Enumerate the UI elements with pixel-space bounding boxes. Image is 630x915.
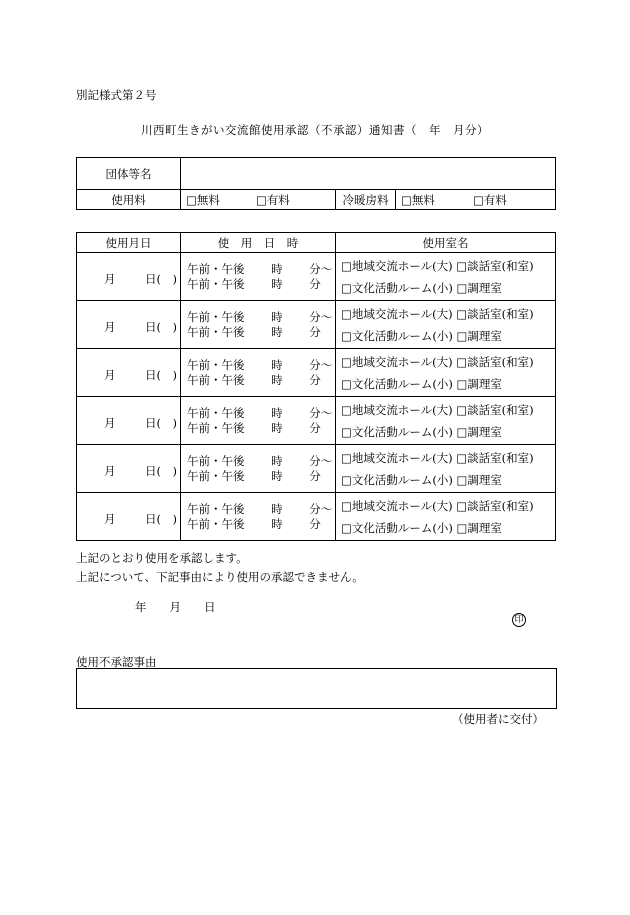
room-options-2: □文化活動ルーム(小) □調理室 [341, 280, 502, 295]
time-cell[interactable] [181, 301, 336, 349]
footer-note: （使用者に交付） [452, 712, 544, 726]
month-text: 月 [104, 272, 116, 286]
time-end: 午前・午後 時 分 [187, 420, 321, 435]
reason-field[interactable] [76, 668, 557, 709]
form-id: 別記様式第２号 [76, 88, 157, 102]
time-start: 午前・午後 時 分～ [187, 453, 333, 468]
room-options-2: □文化活動ルーム(小) □調理室 [341, 376, 502, 391]
time-start: 午前・午後 時 分～ [187, 357, 333, 372]
time-cell[interactable] [181, 253, 336, 301]
heating-fee-options [396, 190, 556, 210]
seal-icon: 印 [512, 613, 526, 627]
table-row [77, 397, 556, 445]
time-start: 午前・午後 時 分～ [187, 309, 333, 324]
room-options-1: □地域交流ホール(大) □談話室(和室) [341, 498, 534, 513]
table-row [77, 493, 556, 541]
room-options-2: □文化活動ルーム(小) □調理室 [341, 424, 502, 439]
time-end: 午前・午後 時 分 [187, 468, 321, 483]
time-end: 午前・午後 時 分 [187, 516, 321, 531]
usage-fee-options [181, 190, 336, 210]
reason-label: 使用不承認事由 [76, 655, 157, 669]
date-cell[interactable] [77, 349, 181, 397]
room-options-2: □文化活動ルーム(小) □調理室 [341, 520, 502, 535]
month-text: 月 [104, 368, 116, 382]
time-end: 午前・午後 時 分 [187, 372, 321, 387]
fee-free-checkbox[interactable]: □無料 [186, 192, 220, 207]
usage-fee-label: 使用料 [77, 190, 181, 210]
room-cell[interactable] [336, 493, 556, 541]
heating-paid-checkbox[interactable]: □有料 [473, 192, 507, 207]
room-options-1: □地域交流ホール(大) □談話室(和室) [341, 306, 534, 321]
header-table [76, 157, 556, 210]
time-cell[interactable] [181, 493, 336, 541]
time-cell[interactable] [181, 445, 336, 493]
room-options-1: □地域交流ホール(大) □談話室(和室) [341, 258, 534, 273]
group-name-field[interactable] [181, 158, 556, 190]
room-cell[interactable] [336, 445, 556, 493]
time-start: 午前・午後 時 分～ [187, 261, 333, 276]
date-line: 年 月 日 [135, 600, 216, 614]
page-title: 川西町生きがい交流館使用承認（不承認）通知書（ 年 月分） [141, 123, 489, 137]
day-text: 日( ) [145, 512, 177, 526]
month-text: 月 [104, 512, 116, 526]
date-cell[interactable] [77, 253, 181, 301]
time-end: 午前・午後 時 分 [187, 276, 321, 291]
col-header-time: 使 用 日 時 [181, 233, 336, 253]
time-start: 午前・午後 時 分～ [187, 405, 333, 420]
room-options-1: □地域交流ホール(大) □談話室(和室) [341, 402, 534, 417]
col-header-room: 使用室名 [336, 233, 556, 253]
room-options-2: □文化活動ルーム(小) □調理室 [341, 328, 502, 343]
room-options-2: □文化活動ルーム(小) □調理室 [341, 472, 502, 487]
room-options-1: □地域交流ホール(大) □談話室(和室) [341, 450, 534, 465]
day-text: 日( ) [145, 368, 177, 382]
month-text: 月 [104, 464, 116, 478]
room-options-1: □地域交流ホール(大) □談話室(和室) [341, 354, 534, 369]
usage-table [76, 232, 556, 541]
room-cell[interactable] [336, 301, 556, 349]
day-text: 日( ) [145, 272, 177, 286]
date-cell[interactable] [77, 493, 181, 541]
table-row [77, 253, 556, 301]
time-end: 午前・午後 時 分 [187, 324, 321, 339]
fee-paid-checkbox[interactable]: □有料 [256, 192, 290, 207]
table-row [77, 301, 556, 349]
room-cell[interactable] [336, 397, 556, 445]
denial-text: 上記について、下記事由により使用の承認できません。 [76, 570, 364, 584]
heating-free-checkbox[interactable]: □無料 [401, 192, 435, 207]
date-cell[interactable] [77, 397, 181, 445]
heating-fee-label: 冷暖房料 [336, 190, 396, 210]
col-header-date: 使用月日 [77, 233, 181, 253]
day-text: 日( ) [145, 464, 177, 478]
approval-text: 上記のとおり使用を承認します。 [76, 551, 248, 565]
table-row [77, 445, 556, 493]
room-cell[interactable] [336, 253, 556, 301]
day-text: 日( ) [145, 416, 177, 430]
month-text: 月 [104, 320, 116, 334]
time-cell[interactable] [181, 349, 336, 397]
month-text: 月 [104, 416, 116, 430]
day-text: 日( ) [145, 320, 177, 334]
time-cell[interactable] [181, 397, 336, 445]
date-cell[interactable] [77, 301, 181, 349]
table-row [77, 349, 556, 397]
room-cell[interactable] [336, 349, 556, 397]
group-name-label: 団体等名 [77, 158, 181, 190]
time-start: 午前・午後 時 分～ [187, 501, 333, 516]
date-cell[interactable] [77, 445, 181, 493]
